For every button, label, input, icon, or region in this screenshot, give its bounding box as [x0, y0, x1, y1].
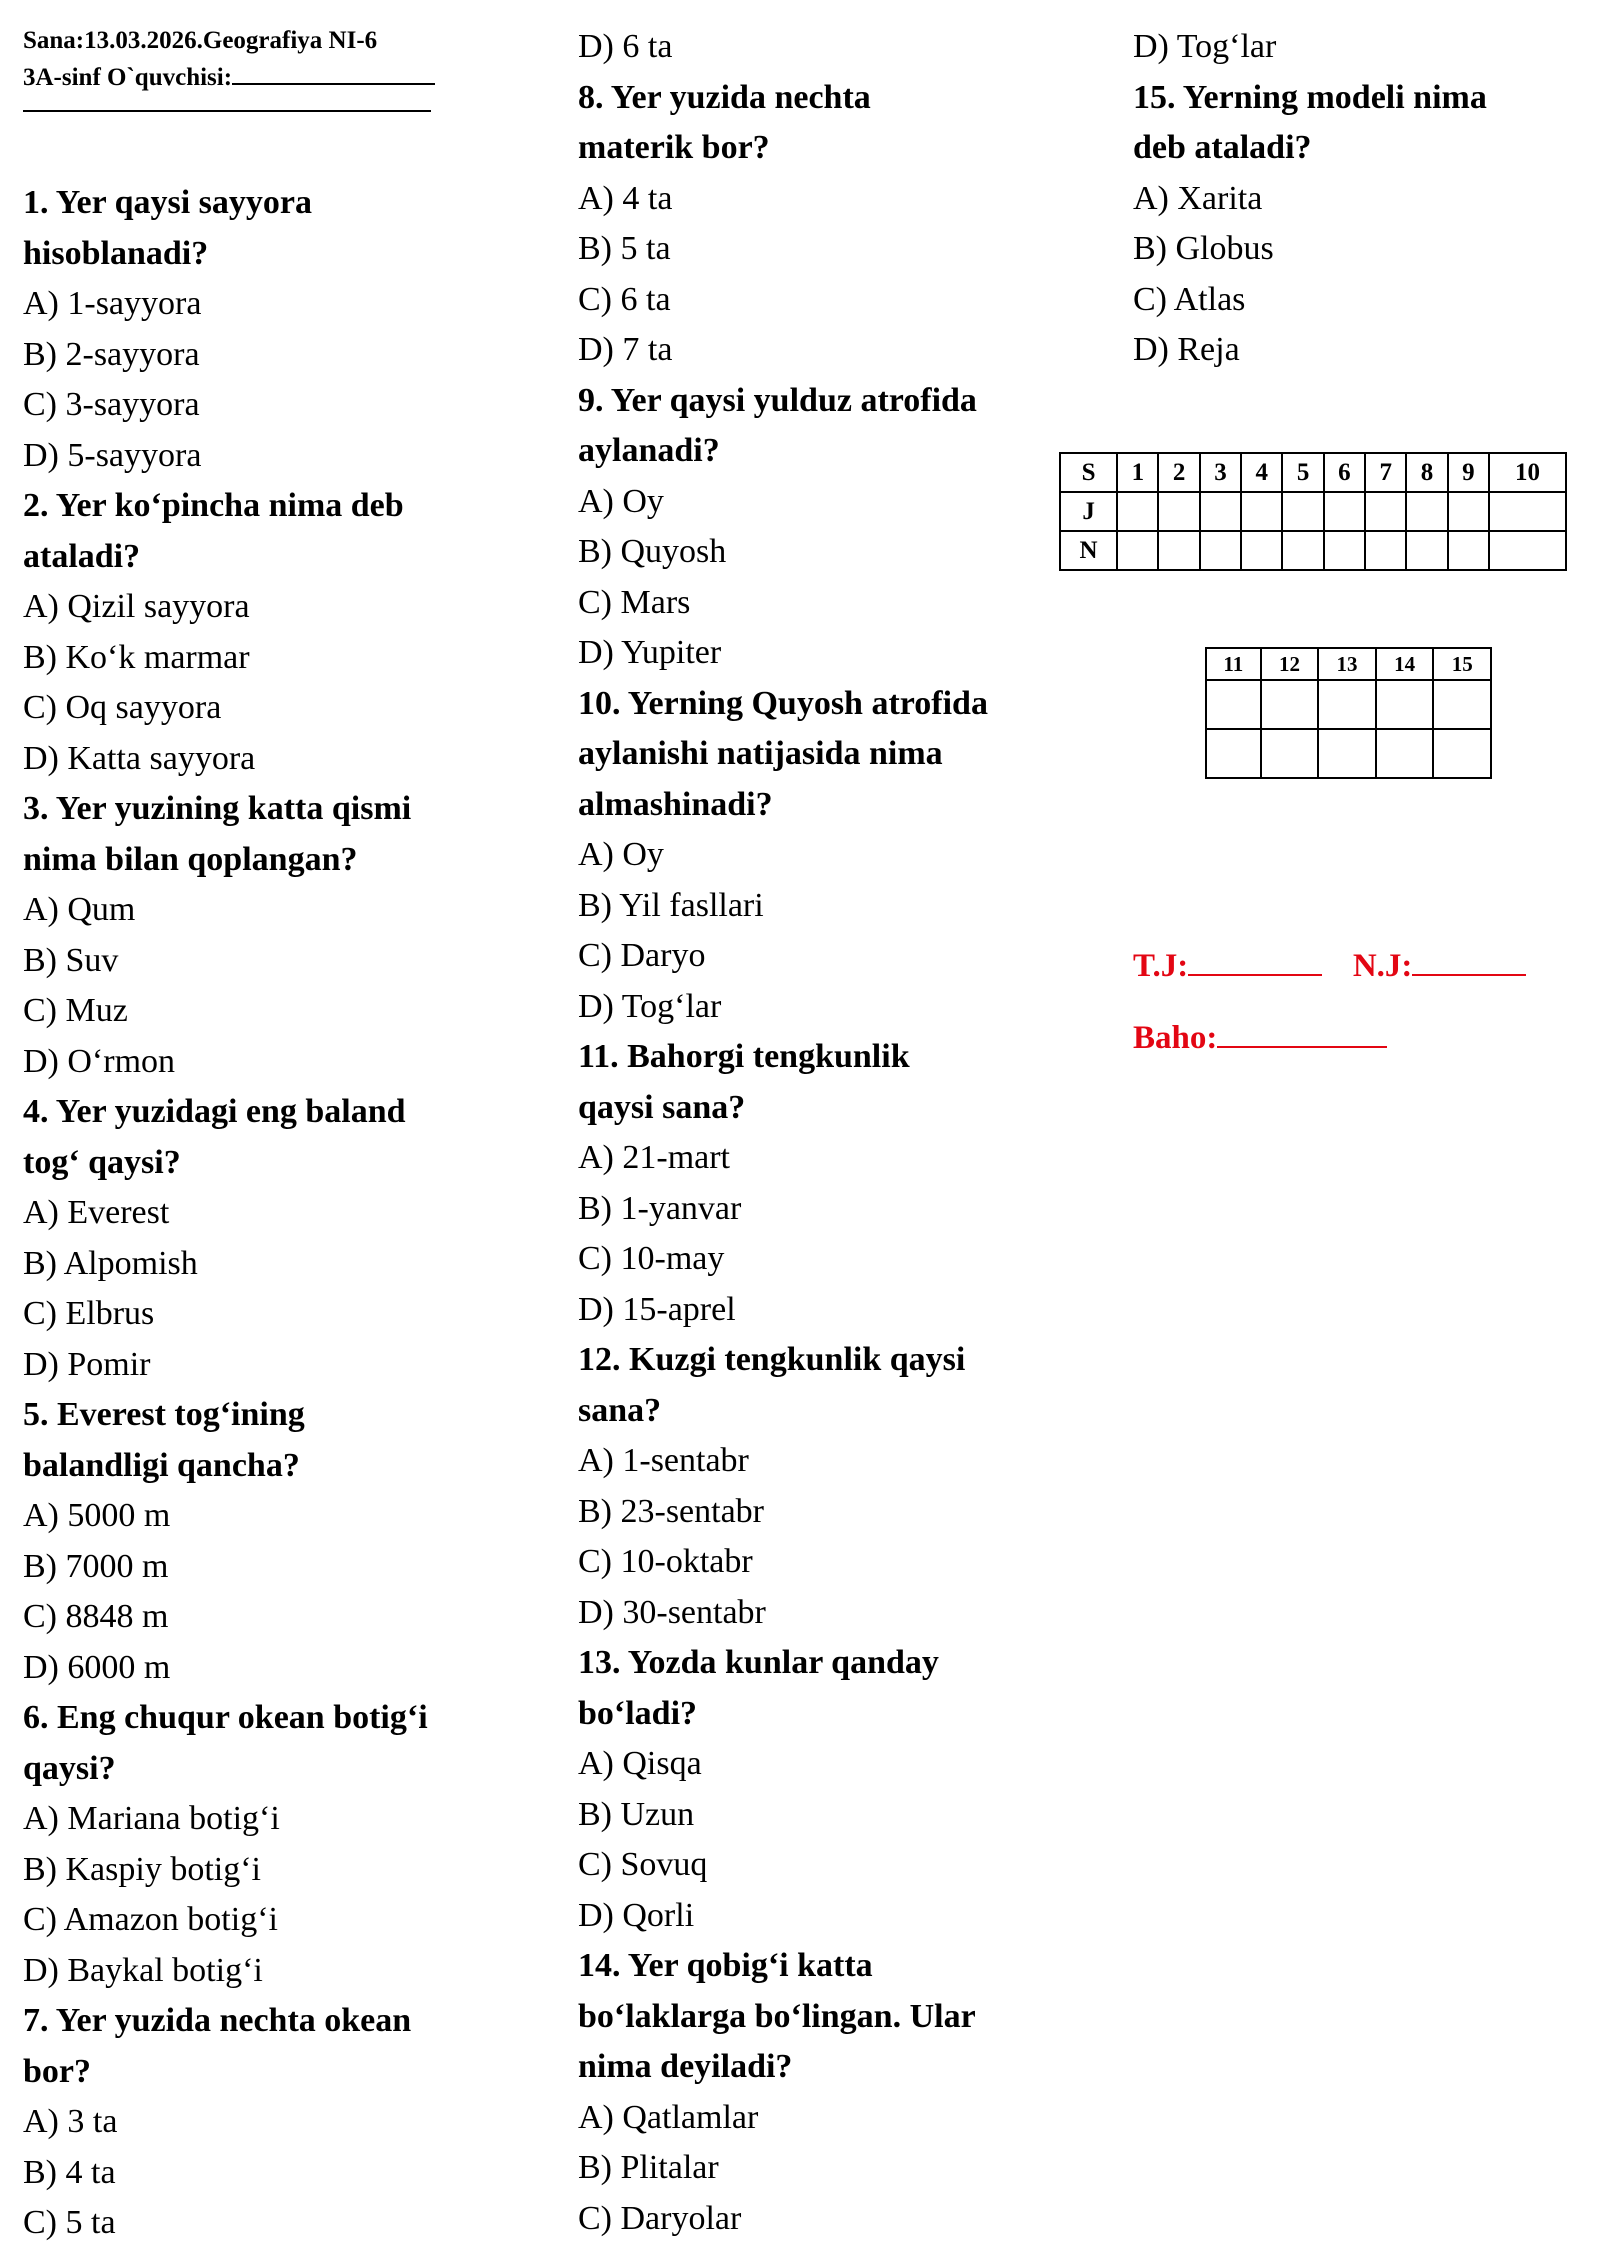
grid-1-answer-cell[interactable]	[1282, 531, 1323, 570]
nj-label: N.J:	[1352, 948, 1413, 984]
grid-2-answer-cell[interactable]	[1206, 729, 1261, 778]
grid-1-answer-cell[interactable]	[1324, 492, 1365, 531]
answer-option[interactable]: A) Mariana botig‘i	[23, 1800, 280, 1837]
grid-2-header-cell: 15	[1433, 648, 1491, 680]
answer-option[interactable]: A) 1-sayyora	[23, 285, 202, 322]
grid-2-answer-cell[interactable]	[1433, 729, 1491, 778]
answer-option[interactable]: B) Uzun	[578, 1795, 695, 1833]
answer-option[interactable]: C) 5 ta	[23, 2204, 116, 2241]
nj-blank[interactable]	[1412, 948, 1526, 976]
grid-2-answer-cell[interactable]	[1261, 729, 1319, 778]
grid-2-answer-cell[interactable]	[1318, 729, 1376, 778]
grid-1-answer-cell[interactable]	[1365, 531, 1406, 570]
answer-option[interactable]: A) Oy	[578, 482, 664, 520]
grid-2-answer-cell[interactable]	[1376, 680, 1434, 729]
grid-1-header-cell: 9	[1448, 453, 1489, 492]
answer-option[interactable]: A) 3 ta	[23, 2103, 118, 2140]
worksheet-header	[23, 22, 463, 112]
answer-option[interactable]: C) Elbrus	[23, 1295, 155, 1332]
answer-option[interactable]: B) 23-sentabr	[578, 1492, 765, 1530]
question-text: deb ataladi?	[1133, 129, 1312, 166]
answer-option[interactable]: B) Yil fasllari	[578, 886, 764, 924]
answer-grid-2-row-2	[1206, 729, 1491, 778]
answer-option[interactable]: C) Daryo	[578, 937, 706, 974]
grid-1-header-cell: 10	[1489, 453, 1566, 492]
student-name-blank-2[interactable]	[23, 96, 431, 112]
grid-2-answer-cell[interactable]	[1433, 680, 1491, 729]
baho-label: Baho:	[1133, 1020, 1218, 1056]
question-text: almashinadi?	[578, 785, 773, 823]
answer-option[interactable]: C) Mars	[578, 583, 691, 621]
question-text: aylanishi natijasida nima	[578, 735, 943, 772]
grid-1-answer-cell[interactable]	[1489, 531, 1566, 570]
question-text: bor?	[23, 2052, 91, 2090]
question-text: 9. Yer qaysi yulduz atrofida	[578, 381, 977, 419]
date-subject-line: Sana:13.03.2026.Geografiya NI-6	[23, 27, 378, 54]
tj-label: T.J:	[1133, 948, 1189, 984]
answer-option[interactable]: D) 30-sentabr	[578, 1593, 766, 1631]
answer-option[interactable]: B) Plitalar	[578, 2149, 719, 2186]
grid-1-header-cell: 1	[1117, 453, 1158, 492]
grid-1-answer-cell[interactable]	[1324, 531, 1365, 570]
answer-option[interactable]: D) O‘rmon	[23, 1042, 176, 1080]
question-text: 6. Eng chuqur okean botig‘i	[23, 1699, 428, 1736]
answer-option[interactable]: B) Suv	[23, 941, 119, 979]
answer-option[interactable]: D) 5-sayyora	[23, 436, 202, 474]
grid-2-header-cell: 11	[1206, 648, 1261, 680]
question-text: 10. Yerning Quyosh atrofida	[578, 684, 988, 722]
grid-2-answer-cell[interactable]	[1376, 729, 1434, 778]
answer-grid-2	[1205, 647, 1492, 779]
grid-1-answer-cell[interactable]	[1406, 492, 1447, 531]
grid-1-answer-cell[interactable]	[1448, 531, 1489, 570]
grid-1-answer-cell[interactable]	[1117, 492, 1158, 531]
answer-option[interactable]: D) Yupiter	[578, 634, 722, 671]
grid-2-header-cell: 14	[1376, 648, 1434, 680]
grid-1-row-label: J	[1060, 492, 1117, 531]
answer-option[interactable]: B) Quyosh	[578, 533, 727, 570]
grid-1-header-cell: 8	[1406, 453, 1447, 492]
grid-1-header-cell: 5	[1282, 453, 1323, 492]
grid-2-header-cell: 13	[1318, 648, 1376, 680]
answer-option[interactable]: B) 4 ta	[23, 2153, 116, 2191]
student-label: 3A-sinf O`quvchisi:	[23, 64, 233, 91]
answer-option[interactable]: C) Atlas	[1133, 280, 1246, 318]
answer-option[interactable]: A) Qum	[23, 891, 136, 928]
answer-option[interactable]: D) Katta sayyora	[23, 739, 256, 777]
answer-option[interactable]: D) 6000 m	[23, 1648, 171, 1686]
answer-option[interactable]: C) 3-sayyora	[23, 386, 200, 423]
grid-1-answer-cell[interactable]	[1158, 531, 1199, 570]
answer-option[interactable]: D) Baykal botig‘i	[23, 1951, 263, 1989]
answer-option[interactable]: B) Ko‘k marmar	[23, 638, 250, 676]
question-text: balandligi qancha?	[23, 1446, 300, 1484]
answer-option[interactable]: D) Pomir	[23, 1345, 151, 1383]
grid-1-header-cell: 2	[1158, 453, 1199, 492]
grid-2-header-cell: 12	[1261, 648, 1319, 680]
answer-option[interactable]: C) Amazon botig‘i	[23, 1901, 278, 1938]
answer-option[interactable]: B) 2-sayyora	[23, 335, 200, 373]
answer-grid-1-header	[1060, 453, 1566, 492]
question-text: sana?	[578, 1391, 662, 1429]
grid-1-header-cell: 7	[1365, 453, 1406, 492]
question-text: nima deyiladi?	[578, 2048, 793, 2085]
question-text: qaysi?	[23, 1749, 116, 1787]
question-text: nima bilan qoplangan?	[23, 840, 358, 878]
answer-option[interactable]: C) Oq sayyora	[23, 689, 222, 726]
question-text: hisoblanadi?	[23, 234, 209, 272]
question-text: bo‘laklarga bo‘lingan. Ular	[578, 1997, 976, 2035]
grid-1-answer-cell[interactable]	[1406, 531, 1447, 570]
grid-1-header-cell: 6	[1324, 453, 1365, 492]
answer-grid-1	[1059, 452, 1567, 571]
grade-line	[1133, 1020, 1387, 1057]
column-3	[1133, 22, 1593, 376]
student-name-blank[interactable]	[232, 61, 435, 85]
question-text: 8. Yer yuzida nechta	[578, 78, 871, 116]
answer-option[interactable]: A) 4 ta	[578, 179, 673, 217]
grid-1-header-cell: 3	[1200, 453, 1241, 492]
question-text: 5. Everest tog‘ining	[23, 1396, 305, 1433]
question-text: 1. Yer qaysi sayyora	[23, 184, 312, 221]
answer-option[interactable]: C) Daryolar	[578, 2199, 742, 2237]
grid-1-answer-cell[interactable]	[1282, 492, 1323, 531]
answer-option[interactable]: D) Qorli	[578, 1896, 695, 1934]
answer-option[interactable]: A) Qatlamlar	[578, 2098, 759, 2136]
answer-option[interactable]: A) 1-sentabr	[578, 1442, 749, 1479]
answer-option[interactable]: B) Kaspiy botig‘i	[23, 1850, 261, 1888]
question-text: aylanadi?	[578, 432, 720, 469]
question-text: ataladi?	[23, 537, 141, 575]
student-line	[23, 59, 463, 96]
answer-option[interactable]: D) 15-aprel	[578, 1290, 736, 1328]
grid-2-answer-cell[interactable]	[1206, 680, 1261, 729]
grid-1-row-label: N	[1060, 531, 1117, 570]
grid-2-answer-cell[interactable]	[1261, 680, 1319, 729]
answer-option[interactable]: C) Muz	[23, 992, 128, 1029]
grid-1-answer-cell[interactable]	[1241, 492, 1282, 531]
question-text: tog‘ qaysi?	[23, 1143, 181, 1181]
answer-grid-2-header	[1206, 648, 1491, 680]
question-text: 11. Bahorgi tengkunlik	[578, 1038, 910, 1075]
answer-option[interactable]: D) Tog‘lar	[1133, 28, 1277, 65]
answer-option[interactable]: A) 21-mart	[578, 1139, 731, 1176]
answer-option[interactable]: A) Xarita	[1133, 179, 1263, 217]
answer-grid-1-row-j	[1060, 492, 1566, 531]
tj-blank[interactable]	[1188, 948, 1322, 976]
answer-option[interactable]: B) 1-yanvar	[578, 1189, 742, 1227]
question-text: 3. Yer yuzining katta qismi	[23, 790, 412, 827]
answer-option[interactable]: D) Tog‘lar	[578, 987, 722, 1025]
question-text: 2. Yer ko‘pincha nima deb	[23, 487, 404, 524]
question-text: 13. Yozda kunlar qanday	[578, 1644, 939, 1681]
question-text: 12. Kuzgi tengkunlik qaysi	[578, 1341, 966, 1378]
answer-option[interactable]: B) Globus	[1133, 230, 1274, 267]
grid-1-header-cell: S	[1060, 453, 1117, 492]
answer-option[interactable]: A) 5000 m	[23, 1497, 171, 1534]
answer-option[interactable]: C) 10-oktabr	[578, 1543, 753, 1580]
answer-option[interactable]: D) Reja	[1133, 331, 1240, 368]
grid-1-answer-cell[interactable]	[1365, 492, 1406, 531]
answer-option[interactable]: A) Everest	[23, 1194, 170, 1231]
grid-1-answer-cell[interactable]	[1241, 531, 1282, 570]
answer-option[interactable]: A) Oy	[578, 836, 664, 873]
question-text: bo‘ladi?	[578, 1694, 698, 1732]
answer-option[interactable]: B) 7000 m	[23, 1547, 169, 1585]
grid-1-answer-cell[interactable]	[1158, 492, 1199, 531]
column-1	[23, 178, 563, 2249]
answer-option[interactable]: C) 10-may	[578, 1240, 725, 1277]
answer-option[interactable]: C) 6 ta	[578, 280, 671, 318]
answer-grid-2-row-1	[1206, 680, 1491, 729]
grid-1-header-cell: 4	[1241, 453, 1282, 492]
answer-grid-1-row-n	[1060, 531, 1566, 570]
question-text: 15. Yerning modeli nima	[1133, 78, 1487, 116]
question-text: 14. Yer qobig‘i katta	[578, 1947, 873, 1984]
answer-option[interactable]: C) 8848 m	[23, 1598, 169, 1635]
grid-2-answer-cell[interactable]	[1318, 680, 1376, 729]
question-text: qaysi sana?	[578, 1088, 746, 1126]
grid-1-answer-cell[interactable]	[1117, 531, 1158, 570]
baho-blank[interactable]	[1217, 1020, 1387, 1048]
question-text: materik bor?	[578, 129, 770, 166]
question-text: 4. Yer yuzidagi eng baland	[23, 1093, 406, 1130]
answer-option[interactable]: D) 7 ta	[578, 331, 673, 368]
grid-1-answer-cell[interactable]	[1489, 492, 1566, 531]
answer-option[interactable]: B) 5 ta	[578, 230, 671, 267]
answer-option[interactable]: A) Qizil sayyora	[23, 588, 250, 625]
answer-option[interactable]: B) Alpomish	[23, 1244, 198, 1282]
grid-1-answer-cell[interactable]	[1200, 492, 1241, 531]
grid-1-answer-cell[interactable]	[1448, 492, 1489, 531]
question-text: 7. Yer yuzida nechta okean	[23, 2002, 412, 2039]
answer-option[interactable]: C) Sovuq	[578, 1846, 708, 1883]
score-line	[1133, 948, 1526, 985]
answer-option[interactable]: A) Qisqa	[578, 1745, 702, 1782]
grid-1-answer-cell[interactable]	[1200, 531, 1241, 570]
answer-option[interactable]: D) 6 ta	[578, 28, 673, 65]
column-2	[578, 22, 1118, 2244]
